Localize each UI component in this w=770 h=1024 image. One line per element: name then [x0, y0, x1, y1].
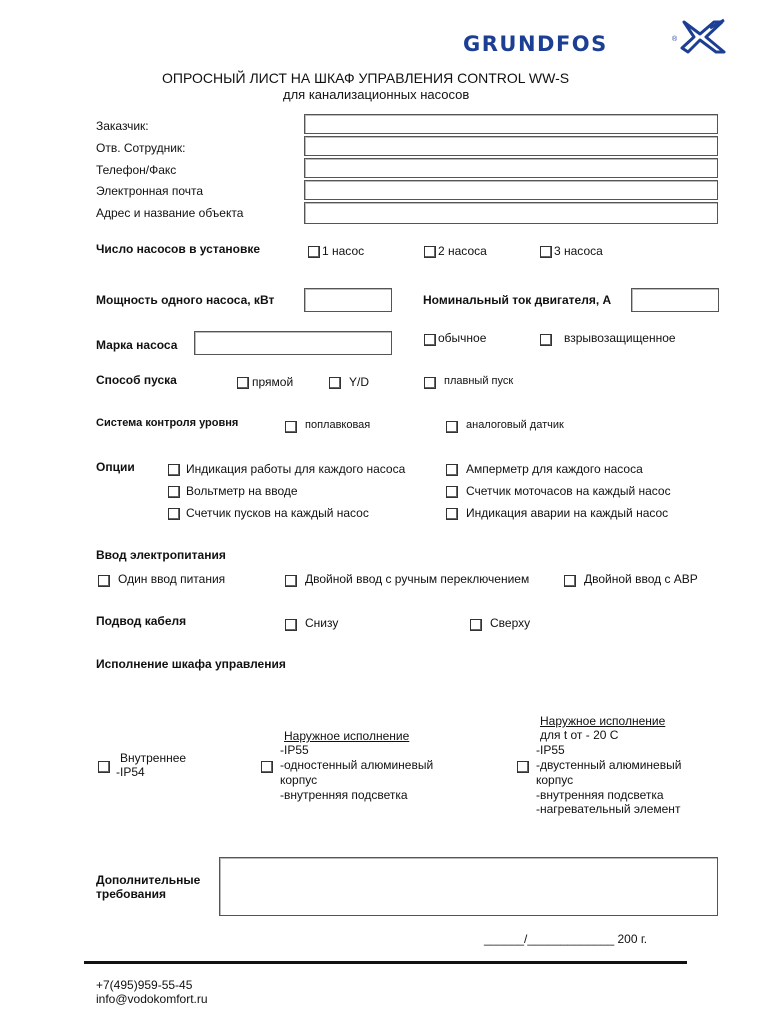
registered-mark: ® [672, 36, 678, 43]
start-direct-label: прямой [252, 375, 294, 389]
cable-entry-label: Подвод кабеля [96, 614, 187, 628]
pump-brand-field[interactable] [194, 331, 392, 355]
level-analog-checkbox[interactable] [446, 421, 458, 433]
option-voltmeter-label: Вольтметр на вводе [186, 484, 298, 498]
cabinet-outdoor-cold-line: для t от - 20 С [540, 728, 619, 742]
cabinet-internal-ip: -IP54 [116, 765, 145, 779]
email-field[interactable] [304, 180, 718, 200]
options-label: Опции [96, 460, 135, 474]
footer-phone: +7(495)959-55-45 [96, 978, 193, 992]
option-fault-indication-checkbox[interactable] [446, 508, 458, 520]
power-single-checkbox[interactable] [98, 575, 110, 587]
form-subtitle: для канализационных насосов [283, 87, 470, 102]
pumps-1-label: 1 насос [322, 244, 365, 258]
customer-label: Заказчик: [96, 119, 149, 133]
pumps-count-label: Число насосов в установке [96, 242, 261, 256]
additional-label-2: требования [96, 887, 166, 901]
additional-requirements-field[interactable] [219, 857, 718, 916]
pump-brand-label: Марка насоса [96, 338, 178, 352]
cabinet-outdoor-cold-heading: Наружное исполнение [540, 714, 666, 728]
execution-normal-label: обычное [438, 331, 487, 345]
cabinet-outdoor-line: -внутренняя подсветка [280, 788, 408, 802]
cable-top-checkbox[interactable] [470, 619, 482, 631]
cabinet-internal-title: Внутреннее [120, 751, 187, 765]
cabinet-outdoor-cold-line: корпус [536, 773, 574, 787]
cabinet-outdoor-line: -IP55 [280, 743, 309, 757]
option-start-counter-label: Счетчик пусков на каждый насос [186, 506, 369, 520]
power-dual-manual-checkbox[interactable] [285, 575, 297, 587]
option-run-indication-label: Индикация работы для каждого насоса [186, 462, 406, 476]
option-voltmeter-checkbox[interactable] [168, 486, 180, 498]
responsible-field[interactable] [304, 136, 718, 156]
option-run-indication-checkbox[interactable] [168, 464, 180, 476]
footer-email: info@vodokomfort.ru [96, 992, 208, 1006]
cabinet-internal-checkbox[interactable] [98, 761, 110, 773]
level-control-label: Система контроля уровня [96, 417, 239, 429]
brand-name: GRUNDFOS [463, 32, 608, 56]
cable-bottom-label: Снизу [305, 616, 339, 630]
pump-power-label: Мощность одного насоса, кВт [96, 293, 275, 307]
start-soft-label: плавный пуск [444, 375, 514, 387]
level-analog-label: аналоговый датчик [466, 419, 564, 431]
email-label: Электронная почта [96, 184, 204, 198]
form-title: ОПРОСНЫЙ ЛИСТ НА ШКАФ УПРАВЛЕНИЯ CONTROL WW-S [162, 70, 570, 86]
option-hour-meter-checkbox[interactable] [446, 486, 458, 498]
execution-explosion-proof-checkbox[interactable] [540, 334, 552, 346]
option-fault-indication-label: Индикация аварии на каждый насос [466, 506, 669, 520]
start-direct-checkbox[interactable] [237, 377, 249, 389]
rated-current-field[interactable] [631, 288, 719, 312]
pumps-2-label: 2 насоса [438, 244, 487, 258]
rated-current-label: Номинальный ток двигателя, А [423, 293, 612, 307]
cabinet-outdoor-heading: Наружное исполнение [284, 729, 410, 743]
pumps-2-checkbox[interactable] [424, 246, 436, 258]
option-ammeter-checkbox[interactable] [446, 464, 458, 476]
level-float-label: поплавковая [305, 419, 371, 431]
power-dual-ats-label: Двойной ввод с АВР [584, 572, 698, 586]
pumps-1-checkbox[interactable] [308, 246, 320, 258]
power-input-label: Ввод электропитания [96, 548, 226, 562]
grundfos-man-icon [680, 18, 730, 56]
cabinet-outdoor-checkbox[interactable] [261, 761, 273, 773]
cabinet-label: Исполнение шкафа управления [96, 657, 286, 671]
address-label: Адрес и название объекта [96, 206, 244, 220]
start-star-delta-checkbox[interactable] [329, 377, 341, 389]
cabinet-outdoor-line: корпус [280, 773, 318, 787]
execution-normal-checkbox[interactable] [424, 334, 436, 346]
cabinet-outdoor-cold-line: -IP55 [536, 743, 565, 757]
option-start-counter-checkbox[interactable] [168, 508, 180, 520]
power-dual-ats-checkbox[interactable] [564, 575, 576, 587]
option-hour-meter-label: Счетчик моточасов на каждый насос [466, 484, 671, 498]
option-ammeter-label: Амперметр для каждого насоса [466, 462, 643, 476]
phone-fax-field[interactable] [304, 158, 718, 178]
address-field[interactable] [304, 202, 718, 224]
pumps-3-checkbox[interactable] [540, 246, 552, 258]
phone-fax-label: Телефон/Факс [96, 163, 177, 177]
cabinet-outdoor-cold-checkbox[interactable] [517, 761, 529, 773]
start-soft-checkbox[interactable] [424, 377, 436, 389]
pump-power-field[interactable] [304, 288, 392, 312]
start-method-label: Способ пуска [96, 373, 177, 387]
date-line: ______/_____________ 200 г. [484, 932, 648, 946]
cabinet-outdoor-cold-line: -внутренняя подсветка [536, 788, 664, 802]
footer-divider [84, 961, 687, 964]
cable-bottom-checkbox[interactable] [285, 619, 297, 631]
execution-explosion-proof-label: взрывозащищенное [564, 331, 676, 345]
power-dual-manual-label: Двойной ввод с ручным переключением [305, 572, 530, 586]
pumps-3-label: 3 насоса [554, 244, 603, 258]
cabinet-outdoor-cold-line: -нагревательный элемент [536, 802, 681, 816]
cable-top-label: Сверху [490, 616, 531, 630]
level-float-checkbox[interactable] [285, 421, 297, 433]
cabinet-outdoor-line: -одностенный алюминевый [280, 758, 434, 772]
responsible-label: Отв. Сотрудник: [96, 141, 186, 155]
start-star-delta-label: Y/D [349, 375, 370, 389]
power-single-label: Один ввод питания [118, 572, 226, 586]
customer-field[interactable] [304, 114, 718, 134]
cabinet-outdoor-cold-line: -двустенный алюминевый [536, 758, 682, 772]
additional-label: Дополнительные [96, 873, 201, 887]
